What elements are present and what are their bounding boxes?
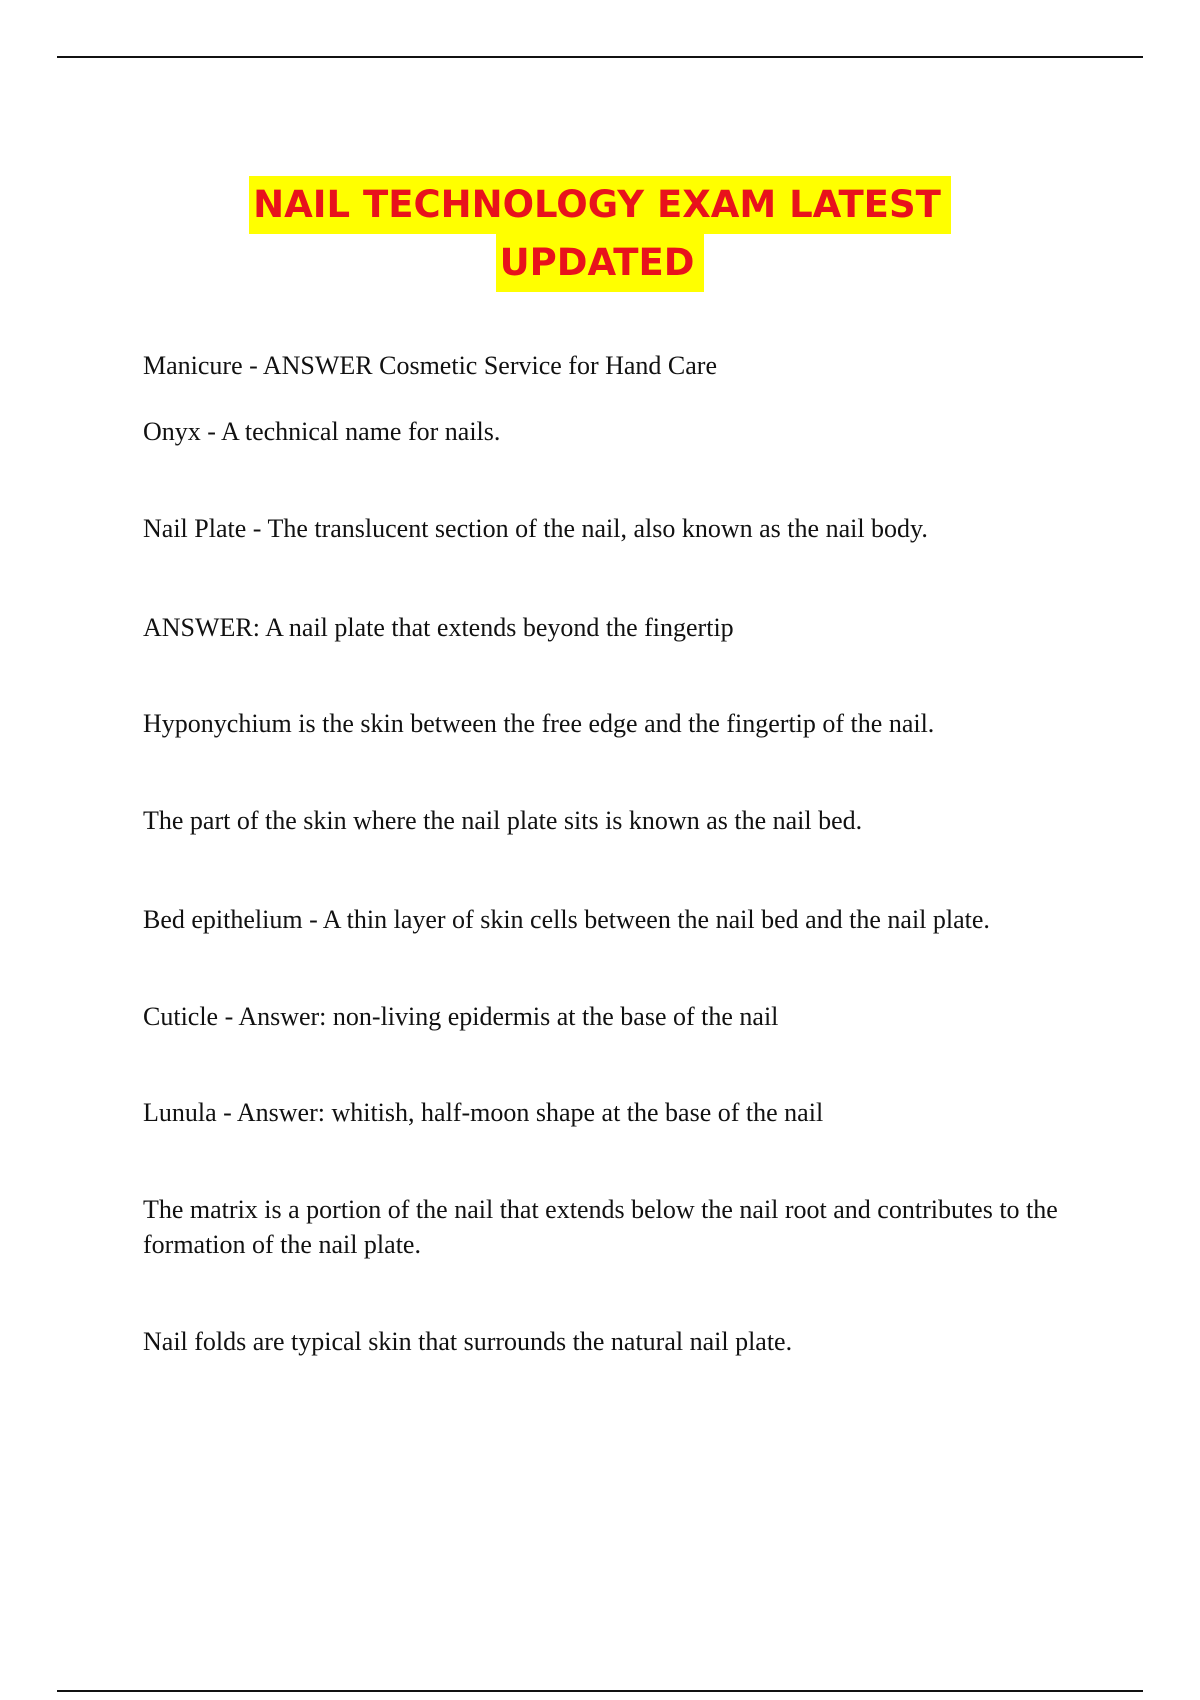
qa-entry-nail-folds: Nail folds are typical skin that surrounds the natural nail plate. <box>143 1327 793 1356</box>
qa-entry-nail-bed: The part of the skin where the nail plate sits is known as the nail bed. <box>143 806 863 835</box>
qa-entry-lunula: Lunula - Answer: whitish, half-moon shape at the base of the nail <box>143 1098 824 1127</box>
qa-entry-matrix: The matrix is a portion of the nail that extends below the nail root and contributes to the formation of the nail plate. <box>143 1195 1058 1259</box>
footer-rule <box>57 1690 1143 1692</box>
document-title <box>0 176 1200 292</box>
qa-entry-bed-epithelium: Bed epithelium - A thin layer of skin cells between the nail bed and the nail plate. <box>143 905 990 934</box>
qa-entry-free-edge: ANSWER: A nail plate that extends beyond the fingertip <box>143 613 734 642</box>
header-rule <box>57 56 1143 58</box>
qa-entry-nail-plate: Nail Plate - The translucent section of the nail, also known as the nail body. <box>143 514 928 543</box>
qa-entry-cuticle: Cuticle - Answer: non-living epidermis at the base of the nail <box>143 1002 779 1031</box>
qa-entry-onyx: Onyx - A technical name for nails. <box>143 417 501 446</box>
title-line-1: NAIL TECHNOLOGY EXAM LATEST <box>249 176 951 234</box>
qa-entry-manicure: Manicure - ANSWER Cosmetic Service for Hand Care <box>143 351 718 380</box>
qa-entry-hyponychium: Hyponychium is the skin between the free edge and the fingertip of the nail. <box>143 709 935 738</box>
title-line-2: UPDATED <box>496 234 705 292</box>
